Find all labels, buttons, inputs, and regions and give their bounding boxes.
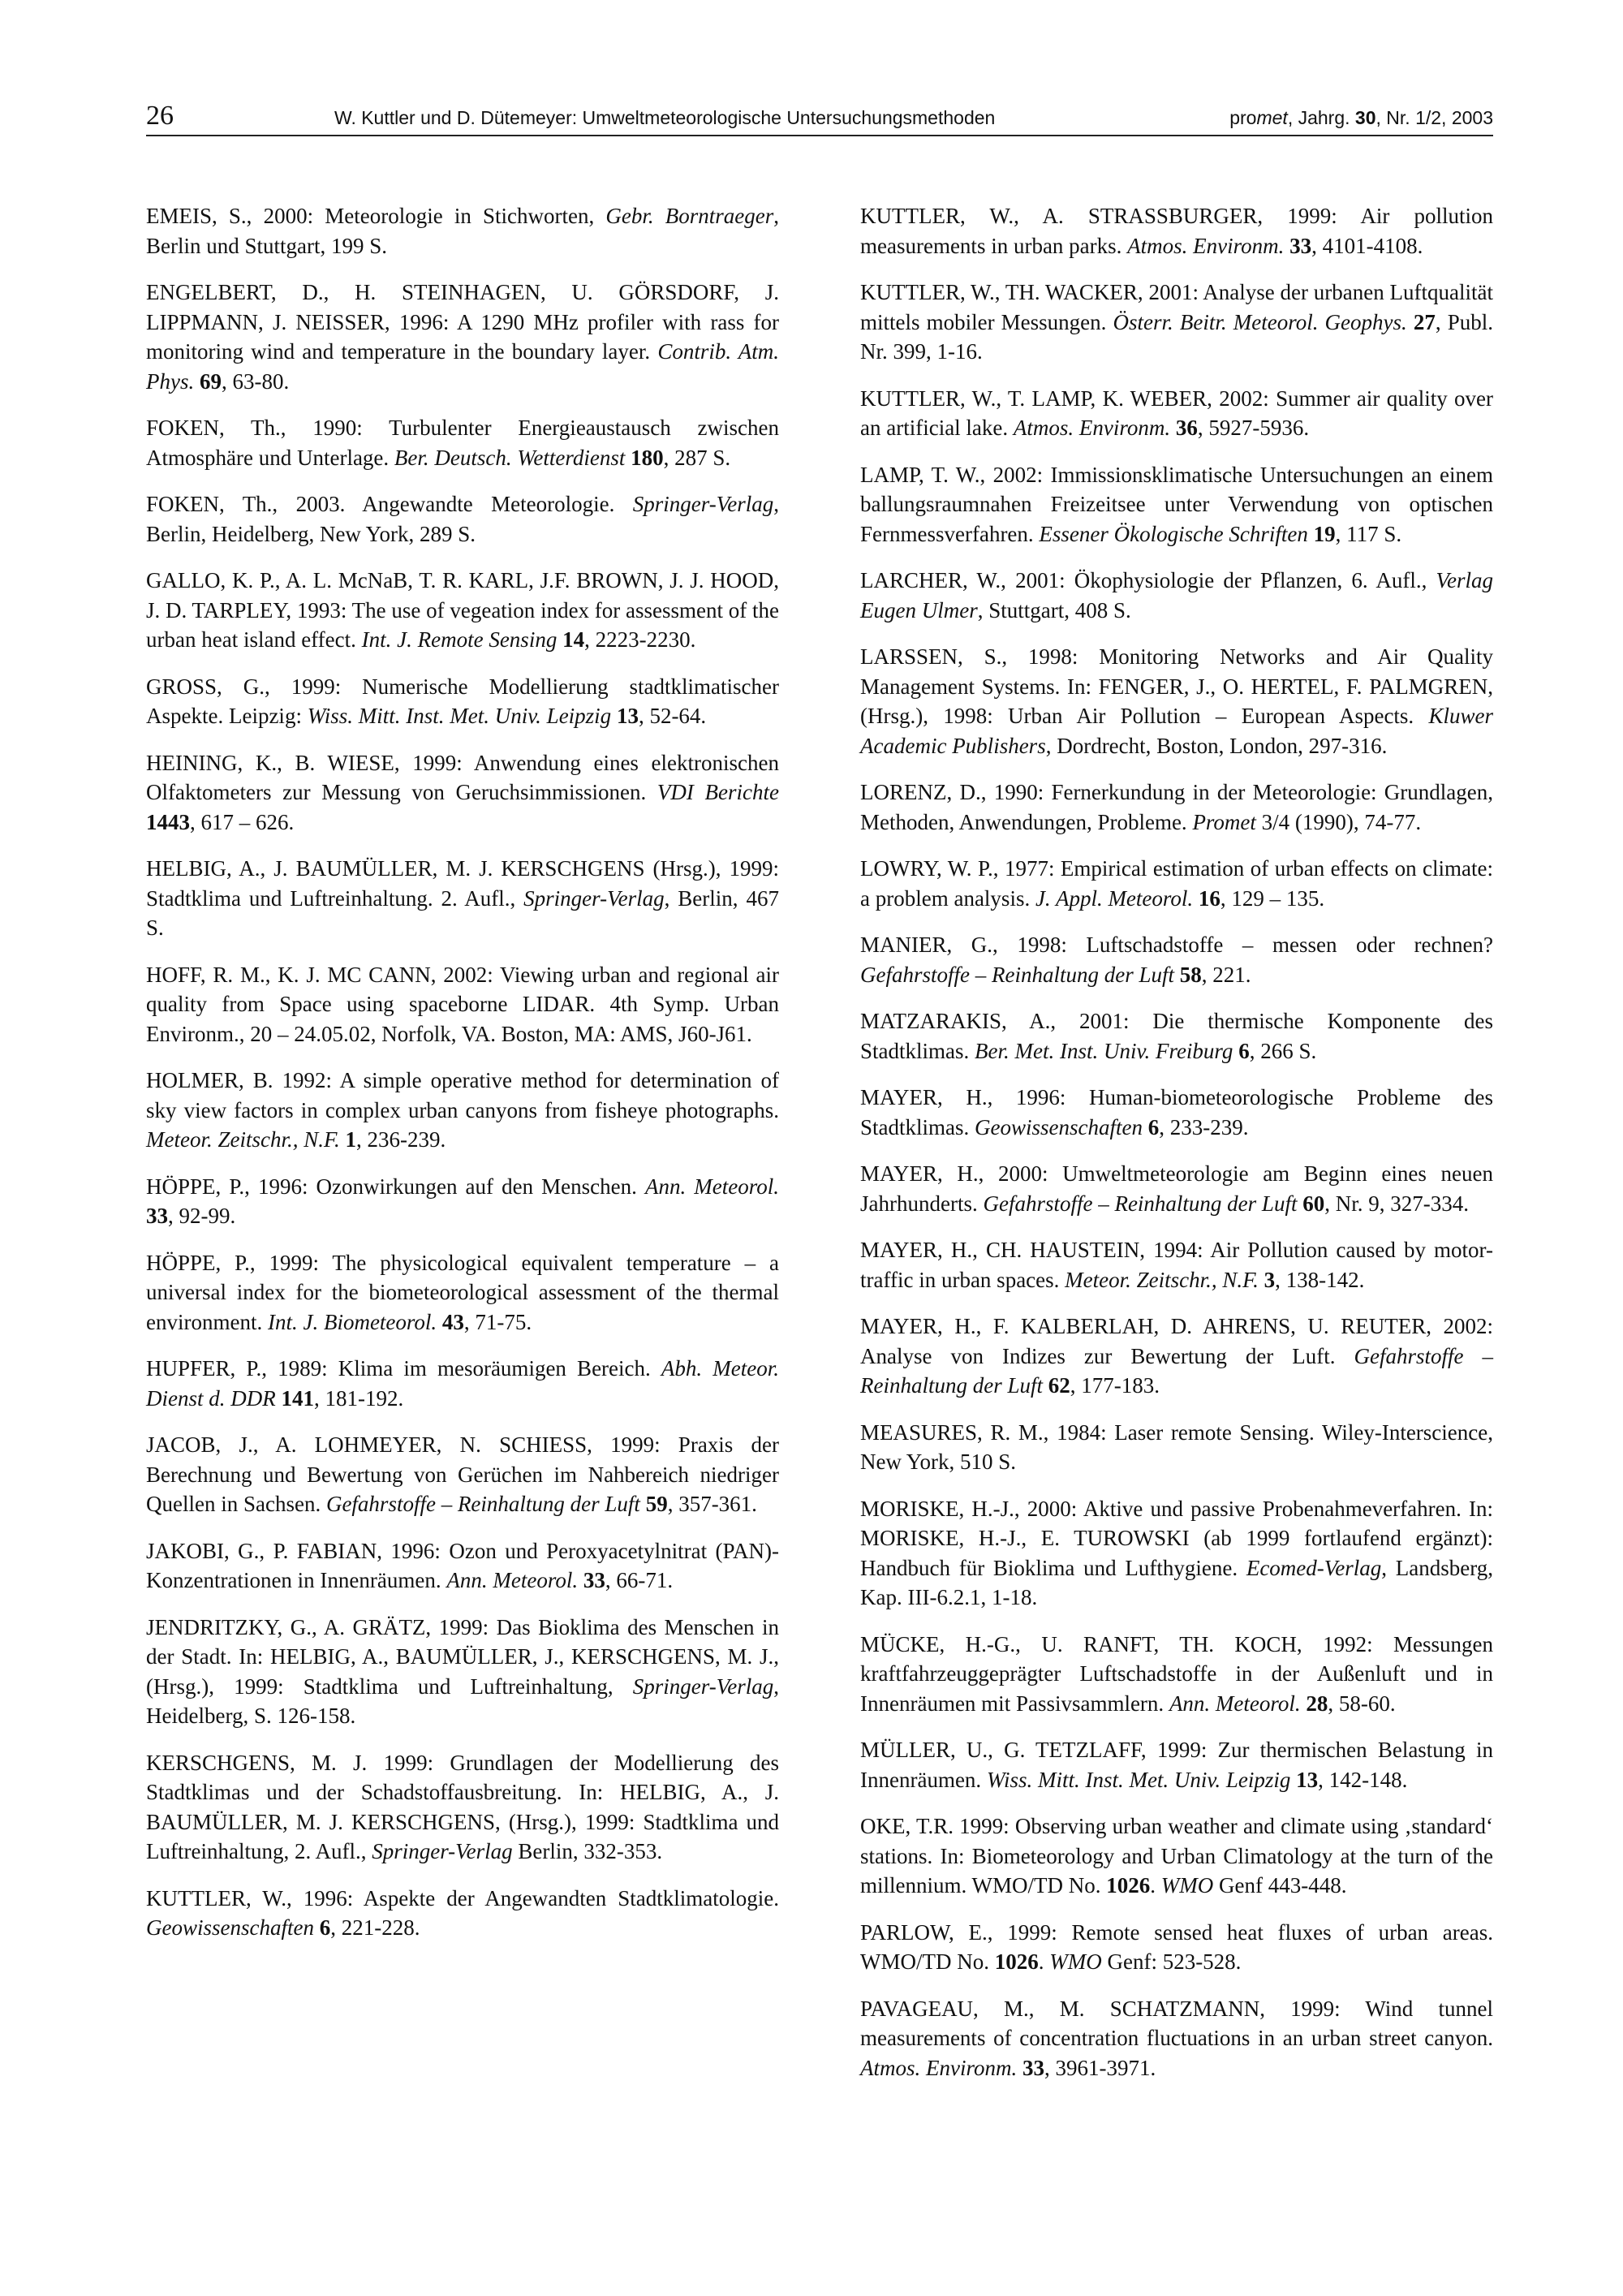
reference-entry: ENGELBERT, D., H. STEINHAGEN, U. GÖRSDORF, J. LIPPMANN, J. NEISSER, 1996: A 1290 MHz profiler with rass for monitoring wind and temperature in the boundary layer. Contrib. Atm. Phys. 69, 63-80. bbox=[146, 280, 779, 394]
reference-entry: JAKOBI, G., P. FABIAN, 1996: Ozon und Peroxyacetylnitrat (PAN)-Konzentrationen in Innenräumen. Ann. Meteorol. 33, 66-71. bbox=[146, 1538, 779, 1592]
reference-entry: FOKEN, Th., 1990: Turbulenter Energieaustausch zwischen Atmosphäre und Unterlage. Ber. Deutsch. Wetterdienst 180, 287 S. bbox=[146, 416, 779, 470]
reference-entry: HOLMER, B. 1992: A simple operative method for determination of sky view factors in complex urban canyons from fisheye photographs. Meteor. Zeitschr., N.F. 1, 236-239. bbox=[146, 1068, 779, 1152]
reference-entry: JACOB, J., A. LOHMEYER, N. SCHIESS, 1999: Praxis der Berechnung und Bewertung von Gerüchen im Nahbereich niedriger Quellen in Sachsen. Gefahrstoffe – Reinhaltung der Luft 59, 357-361. bbox=[146, 1432, 779, 1516]
reference-entry: MÜLLER, U., G. TETZLAFF, 1999: Zur thermischen Belastung in Innenräumen. Wiss. Mitt. Inst. Met. Univ. Leipzig 13, 142-148. bbox=[860, 1738, 1493, 1792]
reference-entry: KUTTLER, W., T. LAMP, K. WEBER, 2002: Summer air quality over an artificial lake. Atmos. Environm. 36, 5927-5936. bbox=[860, 386, 1493, 440]
reference-entry: KUTTLER, W., TH. WACKER, 2001: Analyse der urbanen Luftqualität mittels mobiler Messungen. Österr. Beitr. Meteorol. Geophys. 27, Publ. Nr. 399, 1-16. bbox=[860, 280, 1494, 364]
reference-entry: MANIER, G., 1998: Luftschadstoffe – messen oder rechnen? Gefahrstoffe – Reinhaltung der Luft 58, 221. bbox=[860, 933, 1493, 987]
reference-entry: LORENZ, D., 1990: Fernerkundung in der Meteorologie: Grundlagen, Methoden, Anwendungen, Probleme. Promet 3/4 (1990), 74-77. bbox=[860, 780, 1493, 834]
reference-entry: PARLOW, E., 1999: Remote sensed heat fluxes of urban areas. WMO/TD No. 1026. WMO Genf: 523-528. bbox=[860, 1919, 1493, 1974]
reference-entry: JENDRITZKY, G., A. GRÄTZ, 1999: Das Bioklima des Menschen in der Stadt. In: HELBIG, A., BAUMÜLLER, J., KERSCHGENS, M. J., (Hrsg.), 1999: Stadtklima und Luftreinhaltung, Springer-Verlag, Heidelberg, S. 126-158. bbox=[146, 1614, 779, 1728]
reference-entry: MAYER, H., 1996: Human-biometeorologische Probleme des Stadtklimas. Geowissenschaften 6, 233-239. bbox=[860, 1085, 1493, 1139]
reference-entry: HUPFER, P., 1989: Klima im mesoräumigen Bereich. Abh. Meteor. Dienst d. DDR 141, 181-192. bbox=[146, 1356, 780, 1411]
reference-entry: OKE, T.R. 1999: Observing urban weather and climate using ‚standard‘ stations. In: Biometeorology and Urban Climatology at the turn of the millennium. WMO/TD No. 1026. WMO Genf 443-448. bbox=[860, 1814, 1493, 1898]
reference-entry: HÖPPE, P., 1999: The physicological equivalent temperature – a universal index for the biometeorological assessment of the thermal environment. Int. J. Biometeorol. 43, 71-75. bbox=[146, 1250, 779, 1334]
running-title: W. Kuttler und D. Dütemeyer: Umweltmeteorologische Untersuchungsmethoden bbox=[334, 107, 996, 128]
reference-entry: HÖPPE, P., 1996: Ozonwirkungen auf den Menschen. Ann. Meteorol. 33, 92-99. bbox=[146, 1174, 779, 1228]
reference-entry: LOWRY, W. P., 1977: Empirical estimation of urban effects on climate: a problem analysis. J. Appl. Meteorol. 16, 129 – 135. bbox=[860, 856, 1493, 911]
reference-entry: FOKEN, Th., 2003. Angewandte Meteorologie. Springer-Verlag, Berlin, Heidelberg, New York, 289 S. bbox=[146, 492, 779, 546]
reference-entry: PAVAGEAU, M., M. SCHATZMANN, 1999: Wind tunnel measurements of concentration fluctuations in an urban street canyon. Atmos. Environm. 33, 3961-3971. bbox=[860, 1996, 1493, 2080]
reference-entry: LAMP, T. W., 2002: Immissionsklimatische Untersuchungen an einem ballungsraumnahen Freizeitsee unter Verwendung von optischen Fernmessverfahren. Essener Ökologische Schriften 19, 117 S. bbox=[860, 462, 1493, 546]
reference-entry: KERSCHGENS, M. J. 1999: Grundlagen der Modellierung des Stadtklimas und der Schadstoffausbreitung. In: HELBIG, A., J. BAUMÜLLER, M. J. KERSCHGENS, (Hrsg.), 1999: Stadtklima und Luftreinhaltung, 2. Aufl., Springer-Verlag Berlin, 332-353. bbox=[146, 1750, 779, 1863]
reference-entry: KUTTLER, W., 1996: Aspekte der Angewandten Stadtklimatologie. Geowissenschaften 6, 221-228. bbox=[146, 1885, 779, 1940]
reference-entry: MAYER, H., 2000: Umweltmeteorologie am Beginn eines neuen Jahrhunderts. Gefahrstoffe – Reinhaltung der Luft 60, Nr. 9, 327-334. bbox=[860, 1161, 1493, 1216]
reference-entry: MEASURES, R. M., 1984: Laser remote Sensing. Wiley-Interscience, New York, 510 S. bbox=[860, 1419, 1493, 1474]
reference-entry: EMEIS, S., 2000: Meteorologie in Stichworten, Gebr. Borntraeger, Berlin und Stuttgart, 199 S. bbox=[146, 204, 780, 258]
reference-entry: HELBIG, A., J. BAUMÜLLER, M. J. KERSCHGENS (Hrsg.), 1999: Stadtklima und Luftreinhaltung. 2. Aufl., Springer-Verlag, Berlin, 467 S. bbox=[146, 856, 779, 940]
reference-entry: GROSS, G., 1999: Numerische Modellierung stadtklimatischer Aspekte. Leipzig: Wiss. Mitt. Inst. Met. Univ. Leipzig 13, 52-64. bbox=[146, 674, 779, 728]
reference-entry: LARSSEN, S., 1998: Monitoring Networks and Air Quality Management Systems. In: FENGER, J., O. HERTEL, F. PALMGREN, (Hrsg.), 1998: Urban Air Pollution – European Aspects. Kluwer Academic Publishers, Dordrecht, Boston, London, 297-316. bbox=[860, 644, 1493, 758]
reference-entry: HOFF, R. M., K. J. MC CANN, 2002: Viewing urban and regional air quality from Space using spaceborne LIDAR. 4th Symp. Urban Environm., 20 – 24.05.02, Norfolk, VA. Boston, MA: AMS, J60-J61. bbox=[146, 962, 779, 1046]
journal-info: promet, Jahrg. 30, Nr. 1/2, 2003 bbox=[1229, 107, 1493, 128]
page-number: 26 bbox=[146, 101, 174, 131]
reference-entry: LARCHER, W., 2001: Ökophysiologie der Pflanzen, 6. Aufl., Verlag Eugen Ulmer, Stuttgart, 408 S. bbox=[860, 568, 1493, 622]
reference-entry: MATZARAKIS, A., 2001: Die thermische Komponente des Stadtklimas. Ber. Met. Inst. Univ. Freiburg 6, 266 S. bbox=[860, 1009, 1493, 1063]
left-column bbox=[146, 201, 779, 1960]
reference-entry: MORISKE, H.-J., 2000: Aktive und passive Probenahmeverfahren. In: MORISKE, H.-J., E. TUROWSKI (ab 1999 fortlaufend ergänzt): Handbuch für Bioklima und Lufthygiene. Ecomed-Verlag, Landsberg, Kap. III-6.2.1, 1-18. bbox=[860, 1496, 1493, 1609]
reference-entry: GALLO, K. P., A. L. McNaB, T. R. KARL, J.F. BROWN, J. J. HOOD, J. D. TARPLEY, 1993: The use of vegeation index for assessment of the urban heat island effect. Int. J. Remote Sensing 14, 2223-2230. bbox=[146, 568, 779, 652]
header-rule bbox=[146, 135, 1493, 136]
reference-entry: HEINING, K., B. WIESE, 1999: Anwendung eines elektronischen Olfaktometers zur Messung von Geruchsimmissionen. VDI Berichte 1443, 617 – 626. bbox=[146, 750, 779, 834]
reference-entry: KUTTLER, W., A. STRASSBURGER, 1999: Air pollution measurements in urban parks. Atmos. Environm. 33, 4101-4108. bbox=[860, 204, 1493, 258]
reference-entry: MAYER, H., F. KALBERLAH, D. AHRENS, U. REUTER, 2002: Analyse von Indizes zur Bewertung der Luft. Gefahrstoffe – Reinhaltung der Luft 62, 177-183. bbox=[860, 1314, 1493, 1398]
right-column bbox=[860, 201, 1493, 2100]
reference-entry: MÜCKE, H.-G., U. RANFT, TH. KOCH, 1992: Messungen kraftfahrzeuggeprägter Luftschadstoffe in der Außenluft und in Innenräumen mit Passivsammlern. Ann. Meteorol. 28, 58-60. bbox=[860, 1631, 1493, 1716]
reference-entry: MAYER, H., CH. HAUSTEIN, 1994: Air Pollution caused by motor-traffic in urban spaces. Meteor. Zeitschr., N.F. 3, 138-142. bbox=[860, 1238, 1493, 1292]
